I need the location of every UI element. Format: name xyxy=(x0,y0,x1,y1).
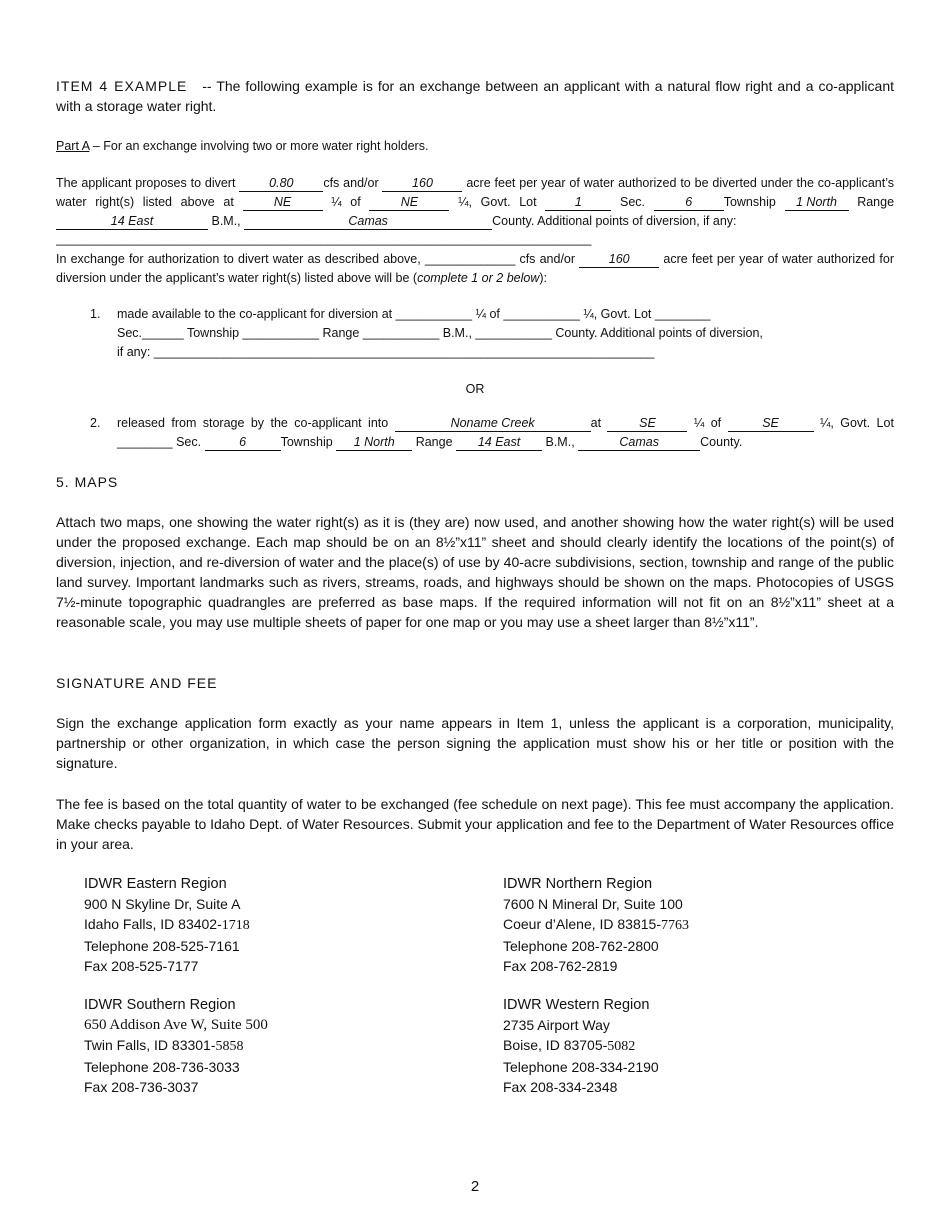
city-text: Twin Falls, ID 83301- xyxy=(84,1037,216,1053)
city-text: Boise, ID 83705- xyxy=(503,1037,608,1053)
exchange-paragraph xyxy=(56,250,894,288)
text: ¼ of xyxy=(331,195,361,209)
divert-paragraph xyxy=(56,174,894,247)
fee-paragraph: The fee is based on the total quantity of water to be exchanged (fee schedule on next page). This fee must accompany the application. Make checks payable to Idaho Dept. of Water Resources. Submit your application and fee to the Department of Water Resources office in your area. xyxy=(56,796,894,852)
zip4-text: 5858 xyxy=(215,1039,244,1054)
text: County. Additional points of diversion, if any: xyxy=(492,214,737,228)
range-field: 14 East xyxy=(56,214,208,230)
option1-text xyxy=(117,305,894,362)
option2-county-field: Camas xyxy=(578,435,700,451)
option2-range-field: 14 East xyxy=(456,435,542,451)
option2-township-field: 1 North xyxy=(336,435,412,451)
office-name: IDWR Northern Region xyxy=(503,876,653,892)
office-northern xyxy=(503,874,803,976)
office-street: 7600 N Mineral Dr, Suite 100 xyxy=(503,896,683,912)
page-number: 2 xyxy=(470,1178,480,1195)
maps-body: Attach two maps, one showing the water right(s) as it is (they are) now used, and another showing how the water right(s) will be used under the proposed exchange. Each map should be on an 8½”x11” sheet and should clearly identify the locations of the point(s) of diversion, injection, and re-diversion of water and the place(s) of use by 40-acre subdivisions, section, township and range of the public land survey. Important landmarks such as rivers, streams, roads, and highways should be shown on the maps. Photocopies of USGS 7½-minute topographic quadrangles are preferred as base maps. If the required information will not fit on an 8½”x11” sheet at a reasonable scale, you may use multiple sheets of paper for one map or you may use a sheet larger than 8½”x11”. xyxy=(56,514,894,630)
part-a-label: Part A xyxy=(56,139,90,153)
office-name: IDWR Southern Region xyxy=(84,997,236,1013)
township-field: 1 North xyxy=(785,195,849,211)
text: at xyxy=(590,416,602,430)
text: Township xyxy=(280,435,333,449)
zip4-text: 1718 xyxy=(221,918,250,933)
cfs-field: 0.80 xyxy=(239,176,323,192)
zip4-text: 7763 xyxy=(661,918,689,933)
text: Township xyxy=(723,195,776,209)
signature-paragraph: Sign the exchange application form exactly as your name appears in Item 1, unless the applicant is a corporation, municipality, partnership or other organization, in which case the person signing the application must show his or her title or position with the signature. xyxy=(56,715,894,771)
text: The applicant proposes to divert xyxy=(56,176,236,190)
office-name: IDWR Western Region xyxy=(503,997,650,1013)
office-southern xyxy=(84,995,384,1097)
office-street: 900 N Skyline Dr, Suite A xyxy=(84,896,241,912)
text: B.M., xyxy=(211,214,241,228)
office-eastern xyxy=(84,874,384,976)
text: County. xyxy=(700,435,743,449)
text: cfs and/or xyxy=(323,176,379,190)
text: In exchange for authorization to divert water as described above, xyxy=(56,252,421,266)
lot-field: 1 xyxy=(545,195,611,211)
text: ¼, Govt. xyxy=(819,416,871,430)
office-fax: Fax 208-762-2819 xyxy=(503,958,618,974)
option1-line1: made available to the co-applicant for diversion at ___________ ¼ of ___________ ¼, Govt. Lot ________ xyxy=(117,307,711,321)
instruction-italic: complete 1 or 2 below xyxy=(417,271,540,285)
part-a-line xyxy=(56,137,894,156)
option1-line3: if any: ________________________________________________________________________ xyxy=(117,345,655,359)
quarter2-field: NE xyxy=(369,195,449,211)
exchange-cfs-blank: _____________ xyxy=(424,252,516,266)
signature-heading: SIGNATURE AND FEE xyxy=(56,675,218,691)
zip4-text: 5082 xyxy=(607,1039,636,1054)
office-phone: Telephone 208-762-2800 xyxy=(503,938,659,954)
office-name: IDWR Eastern Region xyxy=(84,876,227,892)
office-street: 650 Addison Ave W, Suite 500 xyxy=(84,1017,268,1033)
text: Lot ________ Sec. xyxy=(117,416,894,449)
office-phone: Telephone 208-736-3033 xyxy=(84,1059,240,1075)
option2-sec-field: 6 xyxy=(205,435,281,451)
text: Range xyxy=(857,195,895,209)
item4-heading: ITEM 4 EXAMPLE xyxy=(56,78,188,94)
county-field: Camas xyxy=(244,214,492,230)
office-fax: Fax 208-525-7177 xyxy=(84,958,199,974)
option2-number: 2. xyxy=(90,416,101,430)
quarter1-field: NE xyxy=(243,195,323,211)
or-separator: OR xyxy=(465,382,485,396)
text: acre feet per year of water authorized to be diverted under the co-applicant’s water right(s) listed above at xyxy=(56,176,894,209)
option1-line2: Sec.______ Township ___________ Range ___________ B.M., ___________ County. Additional points of diversion, xyxy=(117,326,763,340)
text: acre feet per year of water authorized for diversion under the applicant’s water right(s) listed above will be ( xyxy=(56,252,894,285)
maps-heading: 5. MAPS xyxy=(56,474,119,490)
sec-field: 6 xyxy=(654,195,724,211)
text: released from storage by the co-applicant into xyxy=(117,416,389,430)
part-a-text: – For an exchange involving two or more water right holders. xyxy=(92,139,429,153)
text: Sec. xyxy=(619,195,645,209)
office-city xyxy=(84,1035,384,1057)
text: B.M., xyxy=(545,435,575,449)
office-street: 2735 Airport Way xyxy=(503,1017,610,1033)
office-city xyxy=(503,914,803,936)
office-phone: Telephone 208-525-7161 xyxy=(84,938,240,954)
office-western xyxy=(503,995,803,1097)
additional-points-blank: _____________________________________________________________________________ xyxy=(56,232,592,246)
text: ¼ of xyxy=(693,416,722,430)
text: ): xyxy=(539,271,547,285)
office-phone: Telephone 208-334-2190 xyxy=(503,1059,659,1075)
option2-quarter1-field: SE xyxy=(607,416,687,432)
office-city xyxy=(503,1035,803,1057)
text: Range xyxy=(415,435,453,449)
option2-quarter2-field: SE xyxy=(728,416,814,432)
city-text: Idaho Falls, ID 83402- xyxy=(84,916,222,932)
office-fax: Fax 208-334-2348 xyxy=(503,1079,618,1095)
text: ¼, Govt. Lot xyxy=(458,195,537,209)
acre-feet-field: 160 xyxy=(382,176,462,192)
option2-text xyxy=(117,414,894,452)
item4-paragraph xyxy=(56,76,894,116)
text: cfs and/or xyxy=(519,252,576,266)
office-city xyxy=(84,914,384,936)
exchange-acre-feet-field: 160 xyxy=(579,252,659,268)
item4-intro: -- The following example is for an exchange between an applicant with a natural flow right and a co-applicant with a storage water right. xyxy=(56,78,894,114)
city-text: Coeur d’Alene, ID 83815- xyxy=(503,916,661,932)
option1-number: 1. xyxy=(90,307,101,321)
creek-field: Noname Creek xyxy=(395,416,591,432)
office-fax: Fax 208-736-3037 xyxy=(84,1079,199,1095)
